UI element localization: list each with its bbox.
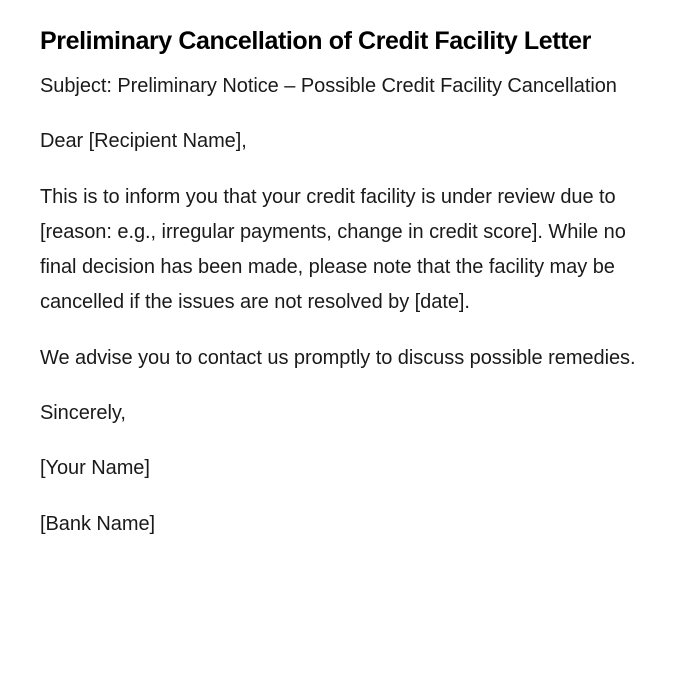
- signer-bank: [Bank Name]: [40, 512, 156, 535]
- letter-title: Preliminary Cancellation of Credit Facility Letter: [40, 27, 591, 55]
- signer-name: [Your Name]: [40, 457, 150, 480]
- letter: [40, 24, 640, 542]
- letter-body-paragraph: We advise you to contact us promptly to discuss possible remedies.: [40, 346, 636, 369]
- letter-subject: Subject: Preliminary Notice – Possible Credit Facility Cancellation: [40, 75, 617, 97]
- letter-closing: Sincerely,: [40, 402, 126, 425]
- letter-body-paragraph: This is to inform you that your credit facility is under review due to [reason: e.g., irregular payments, change in credit score]. While no final decision has been made, please note that the facility may be cancelled if the issues are not resolved by [date].: [40, 185, 626, 314]
- letter-salutation: Dear [Recipient Name],: [40, 130, 247, 153]
